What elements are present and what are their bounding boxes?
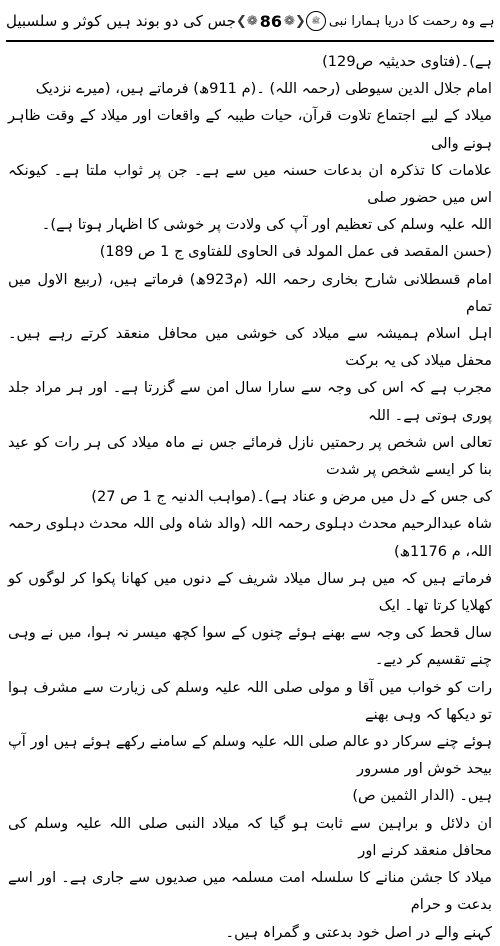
header-title-left-text: ہے وہ رحمت کا دریا ہمارا نبی <box>328 13 495 29</box>
salawat-seal-icon: ﷺ <box>306 11 326 31</box>
text-line: اہل اسلام ہمیشہ سے میلاد کی خوشی میں محافل منعقد کرتے رہے ہیں۔ محفل میلاد کی یہ برکت <box>8 325 492 370</box>
text-line: میلاد کا جشن منانے کا سلسلہ امت مسلمہ میں صدیوں سے جاری ہے۔ اور اسے بدعت و حرام <box>8 869 492 914</box>
text-line: امام جلال الدین سیوطی (رحمہ اللہ) ۔(م 911ھ) فرماتے ہیں، (میرے نزدیک <box>35 80 492 98</box>
ornament-icon: ❁❯ <box>235 13 258 29</box>
text-line: ہیں۔ (الدار الثمین ص) <box>352 787 492 805</box>
text-line: رات کو خواب میں آقا و مولی صلی اللہ علیہ وسلم کی زیارت سے مشرف ہوا تو دیکھا کہ وہی بھنے <box>8 678 492 723</box>
text-line: مجرب ہے کہ اس کی وجہ سے سارا سال امن سے گزرتا ہے۔ اور ہر مراد جلد پوری ہوتی ہے۔ اللہ <box>8 379 492 424</box>
text-line: ہے)۔(فتاوی حدیثیہ ص129) <box>322 53 492 70</box>
page-body <box>8 48 492 946</box>
header-title-right: جس کی دو بوند ہیں کوثر و سلسبیل <box>6 12 236 30</box>
text-line: اللہ علیہ وسلم کی تعظیم اور آپ کی ولادت پر خوشی کا اظہار ہوتا ہے)۔ <box>41 216 492 234</box>
page-number-box <box>236 12 306 31</box>
ornament-icon: ❮❁ <box>284 13 306 29</box>
text-line: امام قسطلانی شارح بخاری رحمہ اللہ (م923ھ) فرماتے ہیں، (ربیع الاول میں تمام <box>8 270 492 315</box>
text-line: شاہ عبدالرحیم محدث دہلوی رحمہ اللہ (والد شاہ ولی اللہ محدث دہلوی رحمہ اللہ، م 1176ھ) <box>8 515 492 560</box>
page-header <box>6 4 494 38</box>
page-number: 86 <box>259 11 283 31</box>
text-line: کہنے والے در اصل خود بدعتی و گمراہ ہیں۔ <box>225 923 492 941</box>
header-title-left <box>306 11 495 31</box>
text-line: علامات کا تذکرہ ان بدعات حسنہ میں سے ہے۔ جن پر ثواب ملتا ہے۔ کیونکہ اس میں حضور صلی <box>8 161 492 207</box>
text-line: میلاد کے لیے اجتماع تلاوت قرآن، حیات طیبہ کے واقعات اور میلاد کے وقت ظاہر ہونے والی <box>8 107 492 152</box>
text-line: سال قحط کی وجہ سے بھنے ہوئے چنوں کے سوا کچھ میسر نہ ہوا، میں نے وہی چنے تقسیم کر دیے۔ <box>8 624 492 669</box>
text-line: کی جس کے دل میں مرض و عناد ہے)۔(مواہب الدنیہ ج 1 ص 27) <box>91 488 492 506</box>
text-line: ان دلائل و براہین سے ثابت ہو گیا کہ میلاد النبی صلی اللہ علیہ وسلم کی محافل منعقد کرنے اور <box>8 814 492 859</box>
text-line: فرماتے ہیں کہ میں ہر سال میلاد شریف کے دنوں میں کھانا پکوا کر لوگوں کو کھلایا کرتا تھا۔ ایک <box>8 569 492 615</box>
reference-line: (حسن المقصد فی عمل المولد فی الحاوی للفتاوی ج 1 ص 189) <box>99 243 492 261</box>
text-line: تعالی اس شخص پر رحمتیں نازل فرمائے جس نے ماہ میلاد کی ہر رات کو عید بنا کر ایسے شخص پر شدت <box>8 433 492 479</box>
text-line: ہوئے چنے سرکار دو عالم صلی اللہ علیہ وسلم کے سامنے رکھے ہوئے ہیں اور آپ بیحد خوش اور مسرور <box>8 733 492 778</box>
header-divider <box>6 40 494 42</box>
